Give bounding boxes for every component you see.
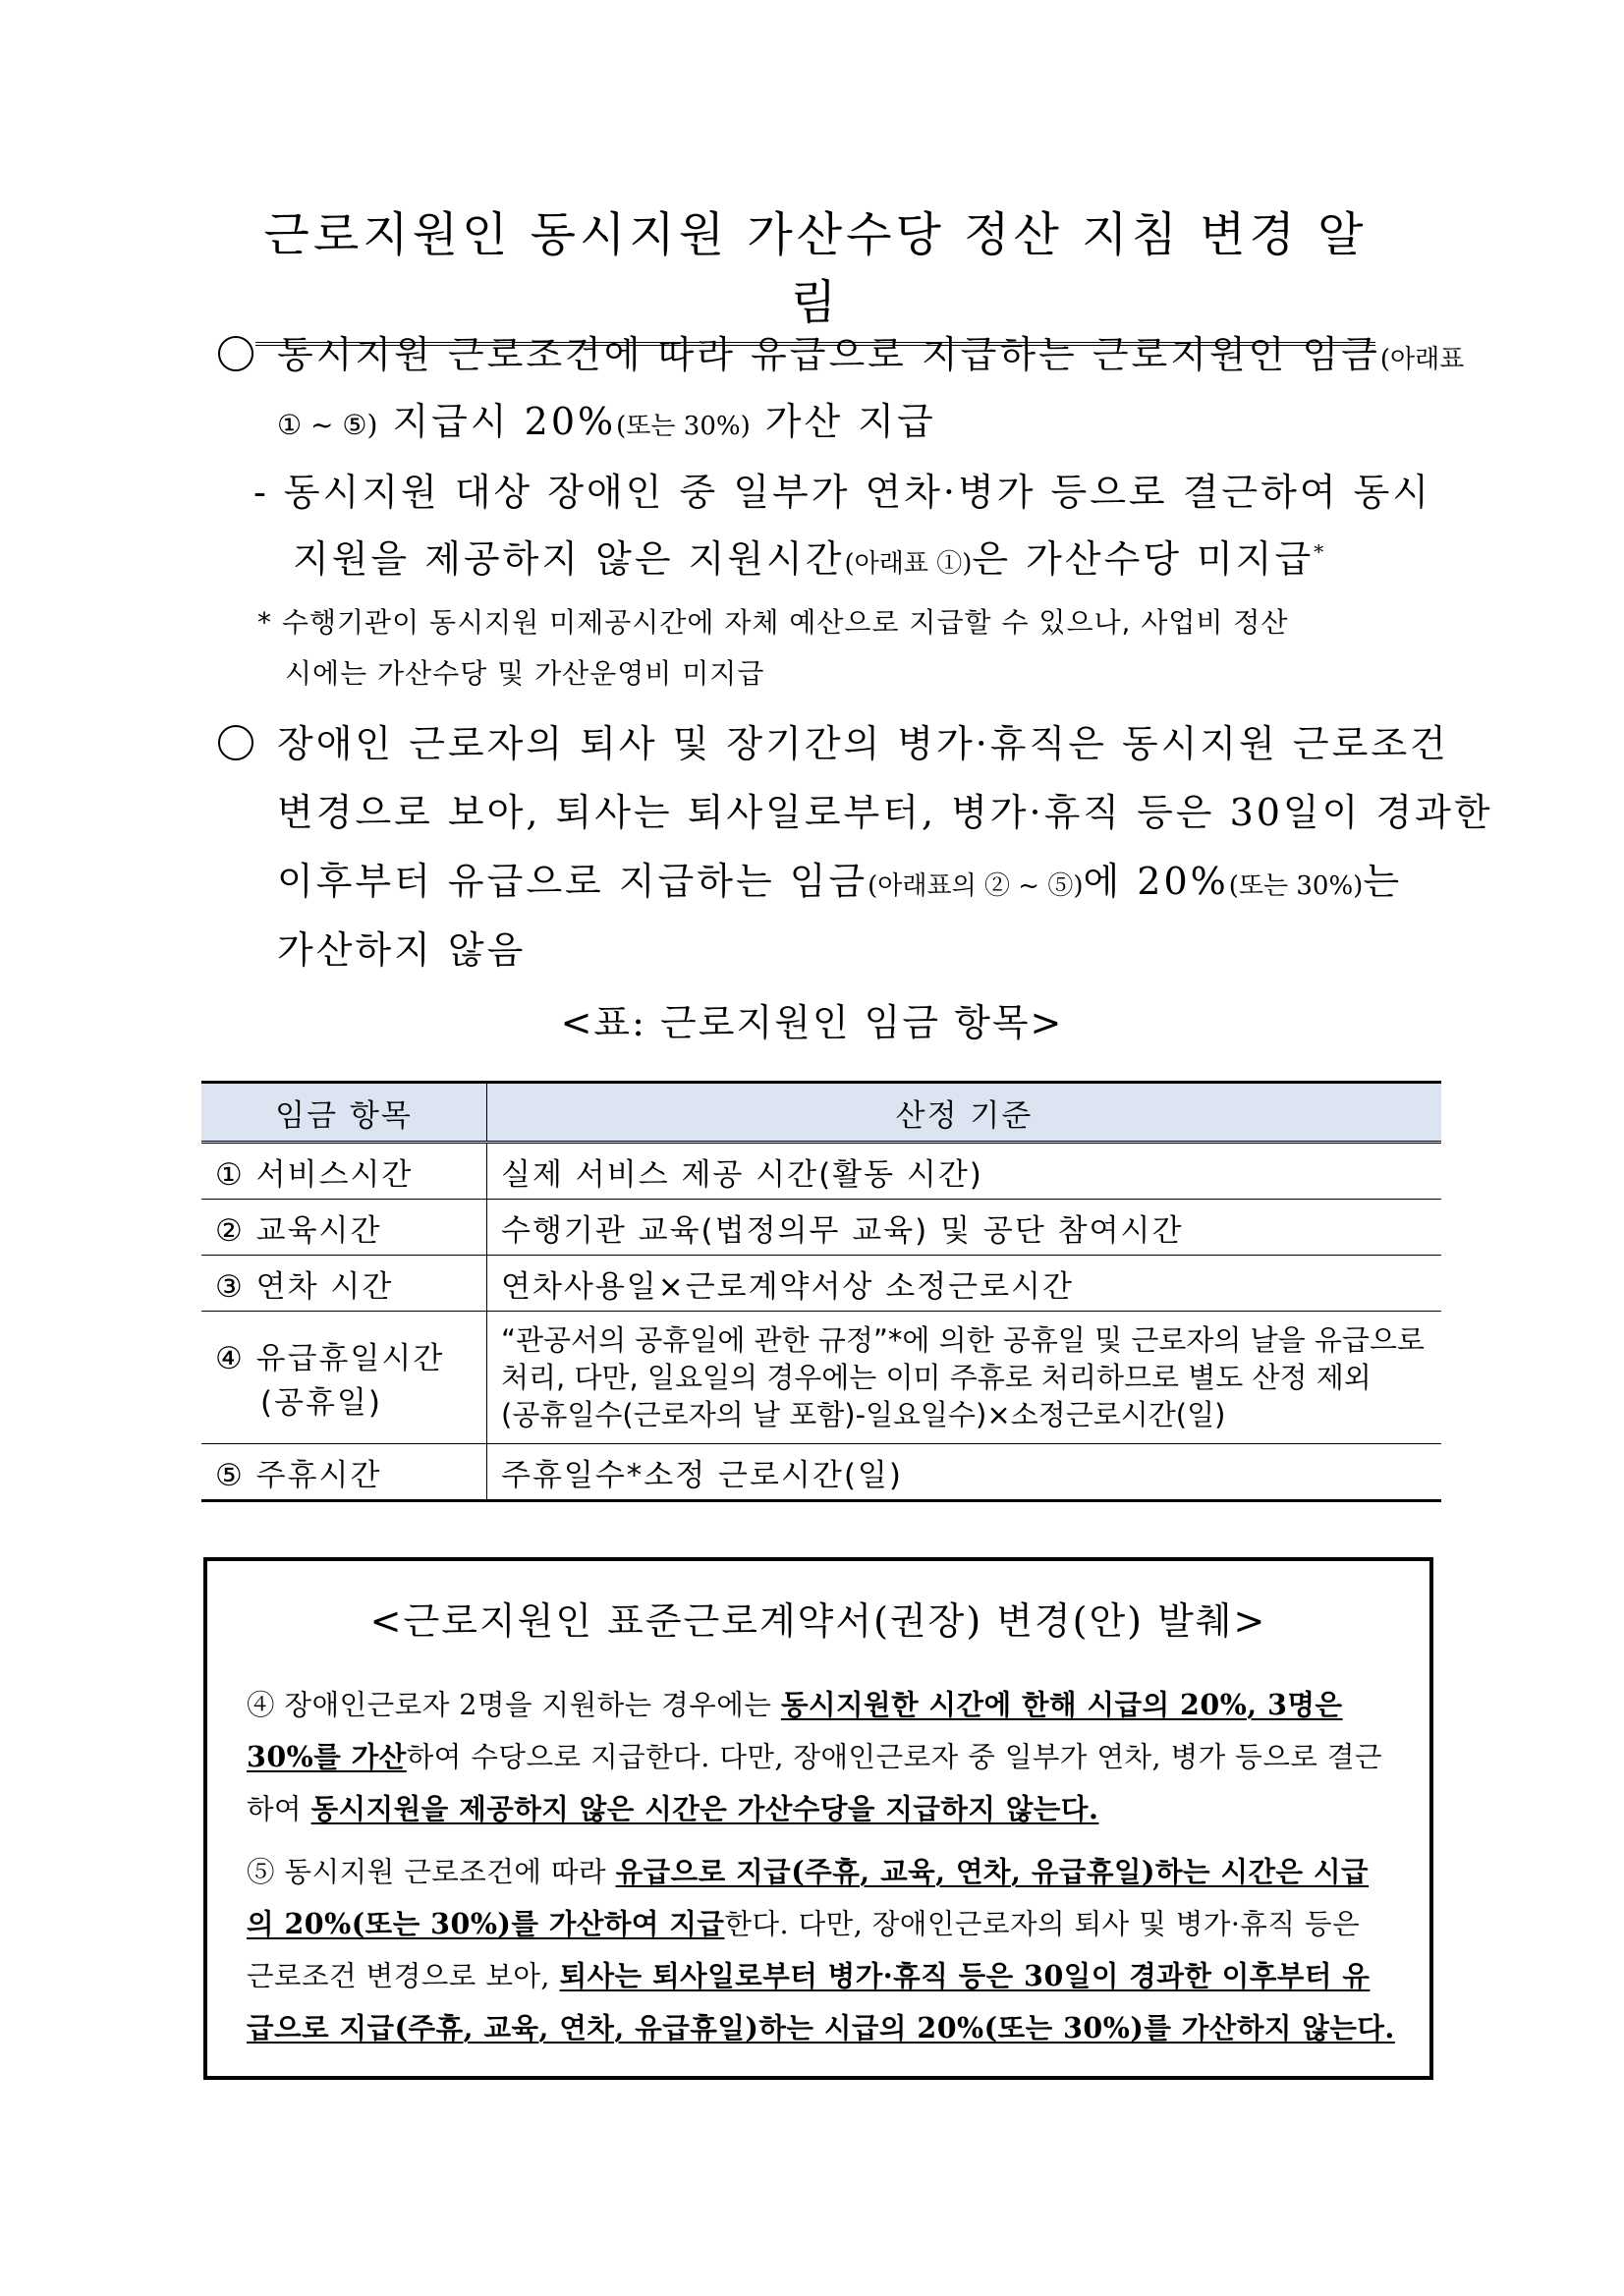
- text-small: (아래표: [1379, 345, 1465, 374]
- item-cell: ① 서비스시간: [201, 1143, 487, 1200]
- text-small: (아래표의 ② ~ ⑤): [868, 871, 1084, 901]
- item-label: ④ 유급휴일시간: [215, 1341, 445, 1376]
- text: 에 20%: [1083, 860, 1229, 903]
- table-row: [201, 1312, 1441, 1444]
- basis-cell: 수행기관 교육(법정의무 교육) 및 공단 참여시간: [487, 1200, 1442, 1256]
- table-row: [201, 1143, 1441, 1200]
- table-row: [201, 1200, 1441, 1256]
- text: ⑤ 동시지원 근로조건에 따라: [247, 1856, 616, 1888]
- item-cell: [201, 1312, 487, 1444]
- basis-line: 처리, 다만, 일요일의 경우에는 이미 주휴로 처리하므로 별도 산정 제외: [501, 1361, 1372, 1394]
- table-row: [201, 1256, 1441, 1312]
- contract-excerpt-box: [203, 1557, 1433, 2080]
- basis-cell: 실제 서비스 제공 시간(활동 시간): [487, 1143, 1442, 1200]
- paragraph-4: [247, 1679, 1396, 1835]
- item-cell: ② 교육시간: [201, 1200, 487, 1256]
- text: 는: [1363, 860, 1403, 903]
- section-2-line-3: [277, 851, 1402, 905]
- wage-items-table: [201, 1081, 1441, 1502]
- page-title: 근로지원인 동시지원 가산수당 정산 지침 변경 알림: [255, 196, 1375, 346]
- circle-bullet-icon: [218, 725, 253, 760]
- circle-bullet-icon: [218, 336, 253, 371]
- section-1-sub-line-2: [293, 529, 1323, 583]
- item-cell: ③ 연차 시간: [201, 1256, 487, 1312]
- text: 가산 지급: [750, 400, 936, 443]
- section-1-line-1: [277, 324, 1464, 378]
- underlined-text: 동시지원한 시간에 한해 시급의 20%, 3명은 30%를 가산: [247, 1688, 1343, 1773]
- text: 이후부터 유급으로 지급하는 임금: [277, 860, 868, 903]
- basis-cell: 주휴일수*소정 근로시간(일): [487, 1444, 1442, 1501]
- basis-line: (공휴일수(근로자의 날 포함)-일요일수)×소정근로시간(일): [501, 1398, 1226, 1431]
- section-1-line-2: [277, 391, 936, 445]
- text: 지원을 제공하지 않은 지원시간: [293, 537, 845, 581]
- text: 지급시 20%: [377, 400, 617, 443]
- section-2-line-2: 변경으로 보아, 퇴사는 퇴사일로부터, 병가·휴직 등은 30일이 경과한: [277, 791, 1493, 834]
- text-small: (아래표 ①): [844, 549, 973, 579]
- basis-line: “관공서의 공휴일에 관한 규정”*에 의한 공휴일 및 근로자의 날을 유급으로: [501, 1323, 1425, 1357]
- text: ④ 장애인근로자 2명을 지원하는 경우에는: [247, 1689, 781, 1721]
- note-line-2: 시에는 가산수당 및 가산운영비 미지급: [285, 657, 765, 690]
- basis-cell: [487, 1312, 1442, 1444]
- underlined-text: 퇴사는 퇴사일로부터 병가·휴직 등은 30일이 경과한 이후부터 유급으로 지급(주휴, 교육, 연차, 유급휴일)하는 시급의 20%(또는 30%)를 가산하지 않는다.: [247, 1959, 1395, 2044]
- underlined-text: 동시지원을 제공하지 않은 시간은 가산수당을 지급하지 않는다.: [310, 1792, 1099, 1825]
- box-title: <근로지원인 표준근로계약서(권장) 변경(안) 발췌>: [369, 1599, 1267, 1643]
- underlined-text: 유급으로 지급(주휴, 교육, 연차, 유급휴일)하는 시간은 시급의 20%(또는 30%)를 가산하여 지급: [247, 1855, 1370, 1940]
- table-row: [201, 1444, 1441, 1501]
- table-header: 임금 항목: [201, 1083, 487, 1143]
- text: 은 가산수당 미지급: [972, 537, 1315, 581]
- item-cell: ⑤ 주휴시간: [201, 1444, 487, 1501]
- text-small: ① ~ ⑤): [277, 409, 378, 441]
- text: 한다. 다만, 장애인근로자의 퇴사 및 병가·휴직 등은 근로조건 변경으로 보아,: [247, 1908, 1361, 1992]
- note-line-1: * 수행기관이 동시지원 미제공시간에 자체 예산으로 지급할 수 있으나, 사업비 정산: [257, 606, 1289, 639]
- table-caption: <표: 근로지원인 임금 항목>: [560, 1001, 1064, 1044]
- footnote-mark: *: [1314, 539, 1324, 564]
- section-2-line-4: 가산하지 않음: [277, 928, 527, 972]
- section-1-sub-line-1: - 동시지원 대상 장애인 중 일부가 연차·병가 등으로 결근하여 동시: [253, 471, 1432, 514]
- section-2-line-1: 장애인 근로자의 퇴사 및 장기간의 병가·휴직은 동시지원 근로조건: [277, 722, 1449, 765]
- text: 동시지원 근로조건에 따라 유급으로 지급하는 근로지원인 임금: [277, 333, 1380, 376]
- basis-cell: 연차사용일×근로계약서상 소정근로시간: [487, 1256, 1442, 1312]
- item-sublabel: (공휴일): [260, 1385, 383, 1421]
- text-small: (또는 30%): [616, 412, 751, 441]
- paragraph-5: [247, 1846, 1396, 2054]
- table-header: 산정 기준: [487, 1083, 1442, 1143]
- text: 하여 수당으로 지급한다. 다만, 장애인근로자 중 일부가 연차, 병가 등으로 결근하여: [247, 1741, 1383, 1825]
- text-small: (또는 30%): [1228, 871, 1364, 901]
